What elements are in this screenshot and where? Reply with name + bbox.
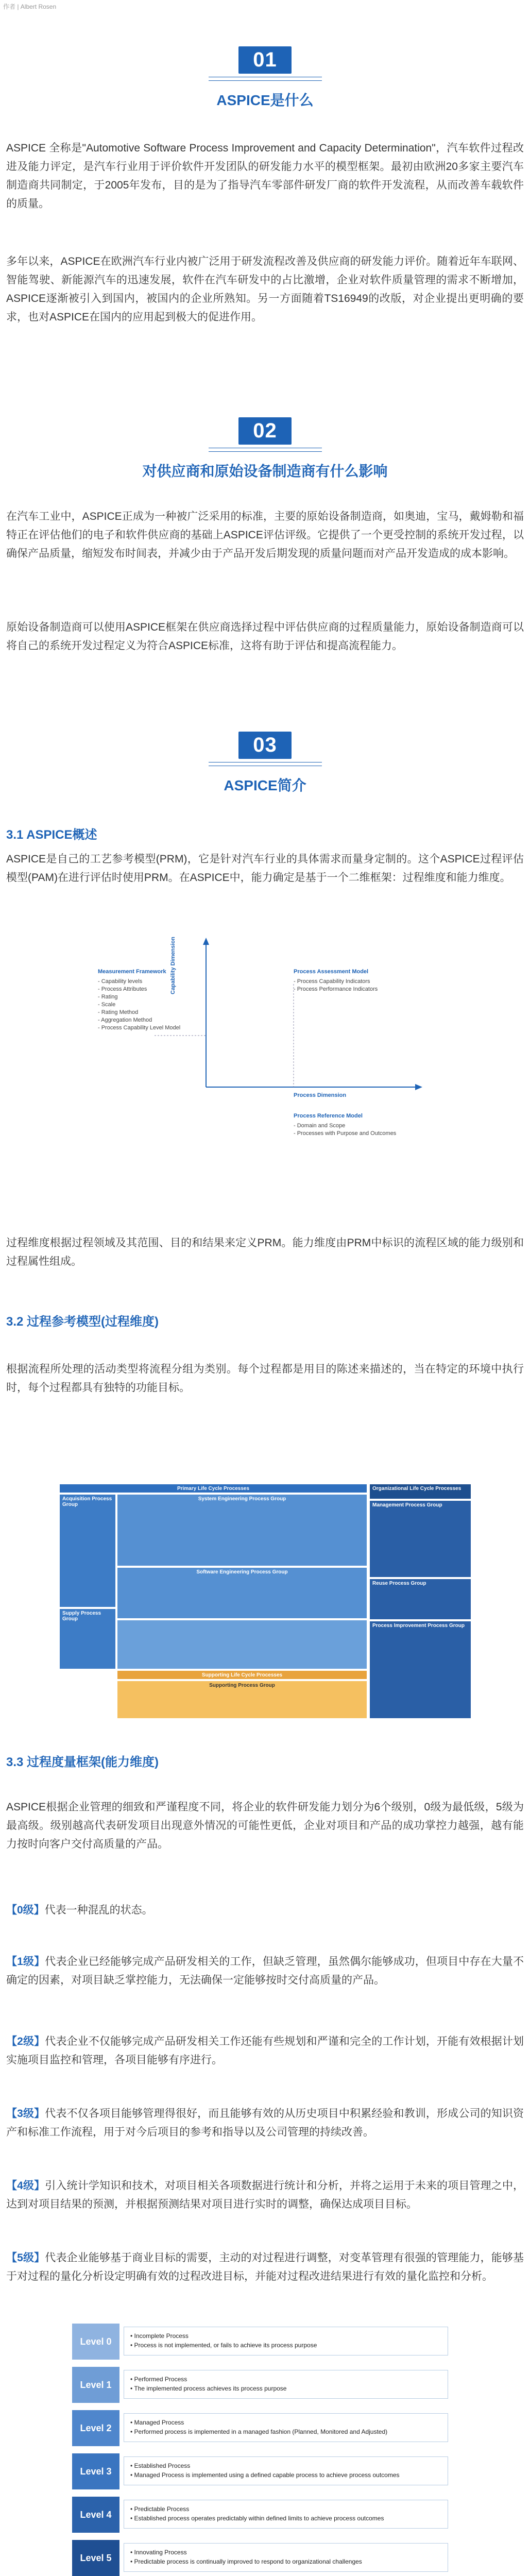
level-title: • Predictable Process xyxy=(130,2505,190,2513)
level-row xyxy=(72,2324,453,2360)
diagram-axes xyxy=(77,927,453,1180)
level-title: • Innovating Process xyxy=(130,2549,187,2556)
level-1-paragraph xyxy=(6,1953,524,1990)
pi-group: Process Improvement Process Group xyxy=(369,1621,471,1719)
mf-list xyxy=(98,978,180,1032)
level-row xyxy=(72,2367,453,2403)
pam-title: Process Assessment Model xyxy=(294,969,369,975)
subheading: 3.3 过程度量框架(能力维度) xyxy=(6,1755,159,1769)
section-divider xyxy=(209,77,322,81)
level-detail: • Predictable process is continually improved to respond to organizational challenges xyxy=(130,2558,362,2565)
diagram-list-item: - Process Performance Indicators xyxy=(294,986,378,992)
paragraph: 在汽车工业中，ASPICE正成为一种被广泛采用的标准，主要的原始设备制造商，如奥迪，宝马，戴姆勒和福特正在评估他们的电子和软件供应商的基础上ASPICE评估评级。它提供了一个更受控制的系统开发过程，以确保产品质量，缩短发布时间表，并减少由于产品开发后期发现的质量问题而对产品开发造成的成本影响。 xyxy=(6,511,524,560)
level-detail: • Performed process is implemented in a managed fashion (Planned, Monitored and Adjusted) xyxy=(130,2428,388,2435)
level-badge: Level 5 xyxy=(72,2540,119,2576)
level-detail: • Process is not implemented, or fails to achieve its process purpose xyxy=(130,2342,317,2349)
diagram-list-item: - Aggregation Method xyxy=(98,1017,152,1023)
mgmt-group: Management Process Group xyxy=(369,1500,471,1578)
level-description xyxy=(124,2327,448,2355)
pam-list xyxy=(294,978,378,993)
paragraph: 原始设备制造商可以使用ASPICE框架在供应商选择过程中评估供应商的过程质量能力，原始设备制造商可以将自己的系统开发过程定义为符合ASPICE标准，这将有助于评估和提高流程能力。 xyxy=(6,621,524,652)
paragraph: 根据流程所处理的活动类型将流程分组为类别。每个过程都是用目的陈述来描述的，当在特定的环境中执行时，每个过程都具有独特的功能目标。 xyxy=(6,1363,524,1394)
section-02-header xyxy=(0,417,530,481)
mf-title: Measurement Framework xyxy=(98,969,166,975)
level-description xyxy=(124,2456,448,2485)
level-detail: • Managed Process is implemented using a defined capable process to achieve process outcomes xyxy=(130,2471,400,2479)
prm-title: Process Reference Model xyxy=(294,1113,363,1119)
supporting-group: Supporting Process Group xyxy=(117,1681,367,1719)
org-header: Organizational Life Cycle Processes xyxy=(369,1484,471,1499)
section-number: 03 xyxy=(238,732,292,759)
section-divider xyxy=(209,448,322,452)
level-4-paragraph xyxy=(6,2177,524,2214)
level-text: 引入统计学知识和技术，对项目相关各项数据进行统计和分析，并将之运用于未来的项目管理之中，达到对项目结果的预测，并根据预测结果对项目进行实时的调整，确保达成项目目标。 xyxy=(6,2180,524,2210)
diagram-list-item: - Process Capability Level Model xyxy=(98,1025,181,1031)
swe-group: Software Engineering Process Group xyxy=(117,1567,367,1619)
level-text: 代表不仅各项目能够管理得很好，而且能够有效的从历史项目中积累经验和教训，形成公司的知识资产和标准工作流程，用于对今后项目的参考和指导以及公司管理的持续改善。 xyxy=(6,2108,524,2138)
section-number: 02 xyxy=(238,417,292,445)
level-row xyxy=(72,2410,453,2446)
level-row xyxy=(72,2453,453,2489)
level-text: 代表一种混乱的状态。 xyxy=(44,1904,153,1916)
section-divider xyxy=(209,762,322,766)
level-badge: Level 3 xyxy=(72,2453,119,2489)
diagram-list-item: - Capability levels xyxy=(98,978,143,985)
level-row xyxy=(72,2497,453,2533)
section-03-header xyxy=(0,732,530,795)
diagram-list-item: - Process Attributes xyxy=(98,986,147,992)
diagram-list-item: - Scale xyxy=(98,1002,116,1008)
level-badge: Level 2 xyxy=(72,2410,119,2446)
level-text: 代表企业不仅能够完成产品研发相关工作还能有些规划和严谨和完全的工作计划，开能有效根据计划实施项目监控和管理，各项目能够有序进行。 xyxy=(6,2036,524,2066)
level-text: 代表企业已经能够完成产品研发相关的工作，但缺乏管理，虽然偶尔能够成功，但项目中存在大量不确定的因素，对项目缺乏掌控能力，无法确保一定能够按时交付高质量的产品。 xyxy=(6,1956,524,1986)
level-detail: • Established process operates predictably within defined limits to achieve process outcomes xyxy=(130,2515,384,2522)
level-badge: Level 4 xyxy=(72,2497,119,2533)
paragraph: 多年以来，ASPICE在欧洲汽车行业内被广泛用于研发流程改善及供应商的研发能力评价。随着近年车联网、智能驾驶、新能源汽车的迅速发展，软件在汽车研发中的占比激增，企业对软件质量管理的需求不断增加，ASPICE逐渐被引入到国内，被国内的企业所熟知。另一方面随着TS16949的改版，对企业提出更明确的要求，也对ASPICE在国内的应用起到极大的促进作用。 xyxy=(6,256,524,323)
diagram-list-item: - Domain and Scope xyxy=(294,1123,346,1129)
reuse-group: Reuse Process Group xyxy=(369,1579,471,1620)
diagram-list-item: - Processes with Purpose and Outcomes xyxy=(294,1130,397,1137)
diagram-list-item: - Rating xyxy=(98,994,118,1000)
level-badge: Level 0 xyxy=(72,2324,119,2360)
level-row xyxy=(72,2540,453,2576)
level-3-paragraph xyxy=(6,2105,524,2142)
level-label: 【1级】 xyxy=(6,1956,45,1968)
primary-header: Primary Life Cycle Processes xyxy=(59,1484,367,1493)
capability-axis-label: Capability Dimension xyxy=(170,937,176,994)
acq-group: Acquisition Process Group xyxy=(59,1494,116,1607)
level-label: 【2级】 xyxy=(6,2036,45,2047)
level-title: • Incomplete Process xyxy=(130,2332,189,2340)
section-title: ASPICE简介 xyxy=(224,777,306,793)
level-title: • Managed Process xyxy=(130,2419,184,2426)
supply-group: Supply Process Group xyxy=(59,1608,116,1669)
level-description xyxy=(124,2370,448,2399)
author-line: 作者 | Albert Rosen xyxy=(3,3,57,10)
section-title: ASPICE是什么 xyxy=(216,92,314,108)
level-label: 【3级】 xyxy=(6,2108,45,2120)
section-title: 对供应商和原始设备制造商有什么影响 xyxy=(142,463,388,479)
process-axis-label: Process Dimension xyxy=(294,1092,347,1098)
level-description xyxy=(124,2543,448,2572)
level-2-paragraph xyxy=(6,2032,524,2070)
level-title: • Established Process xyxy=(130,2462,191,2469)
diagram-list-item: - Process Capability Indicators xyxy=(294,978,370,985)
level-description xyxy=(124,2500,448,2529)
level-detail: • The implemented process achieves its process purpose xyxy=(130,2385,287,2392)
level-text: 代表企业能够基于商业目标的需要，主动的对过程进行调整，对变革管理有很强的管理能力，能够基于对过程的量化分析设定明确有效的过程改进目标，并能对过程改进结果进行有效的量化监控和分析。 xyxy=(6,2252,524,2282)
prm-list xyxy=(294,1122,396,1138)
diagram-list-item: - Rating Method xyxy=(98,1009,139,1015)
level-title: • Performed Process xyxy=(130,2376,187,2383)
level-5-paragraph xyxy=(6,2249,524,2286)
paragraph: ASPICE根据企业管理的细致和严谨程度不同，将企业的软件研发能力划分为6个级别，0级为最低级，5级为最高级。级别越高代表研发项目出现意外情况的可能性更低，企业对项目和产品的成功掌控力越强，越有能力按时向客户交付高质量的产品。 xyxy=(6,1801,524,1850)
level-badge: Level 1 xyxy=(72,2367,119,2403)
sys-group: System Engineering Process Group xyxy=(117,1494,367,1566)
subheading: 3.2 过程参考模型(过程维度) xyxy=(6,1315,159,1329)
paragraph: 过程维度根据过程领域及其范围、目的和结果来定义PRM。能力维度由PRM中标识的流程区域的能力级别和过程属性组成。 xyxy=(6,1237,524,1267)
primary-filler xyxy=(117,1620,367,1669)
supporting-header: Supporting Life Cycle Processes xyxy=(117,1670,367,1680)
level-label: 【0级】 xyxy=(6,1904,45,1916)
section-number: 01 xyxy=(238,46,292,74)
process-reference-diagram xyxy=(59,1484,471,1728)
level-0-paragraph xyxy=(6,1901,524,1920)
dimensions-diagram xyxy=(77,927,453,1180)
paragraph: ASPICE是自己的工艺参考模型(PRM)，它是针对汽车行业的具体需求而量身定制的。这个ASPICE过程评估模型(PAM)在进行评估时使用PRM。在ASPICE中，能力确定是基于一个二维框架：过程维度和能力维度。 xyxy=(6,853,524,884)
level-label: 【5级】 xyxy=(6,2252,45,2264)
level-description xyxy=(124,2413,448,2442)
paragraph: ASPICE 全称是"Automotive Software Process Improvement and Capacity Determination"，汽车软件过程改进及能力评定，是汽车行业用于评价软件开发团队的研发能力水平的模型框架。最初由欧洲20多家主要汽车制造商共同制定，于2005年发布，目的是为了指导汽车零部件研发厂商的软件开发流程，从而改善车载软件的质量。 xyxy=(6,142,524,210)
subheading: 3.1 ASPICE概述 xyxy=(6,828,97,842)
section-01-header xyxy=(0,46,530,110)
capability-levels-diagram xyxy=(72,2324,453,2576)
level-label: 【4级】 xyxy=(6,2180,45,2192)
